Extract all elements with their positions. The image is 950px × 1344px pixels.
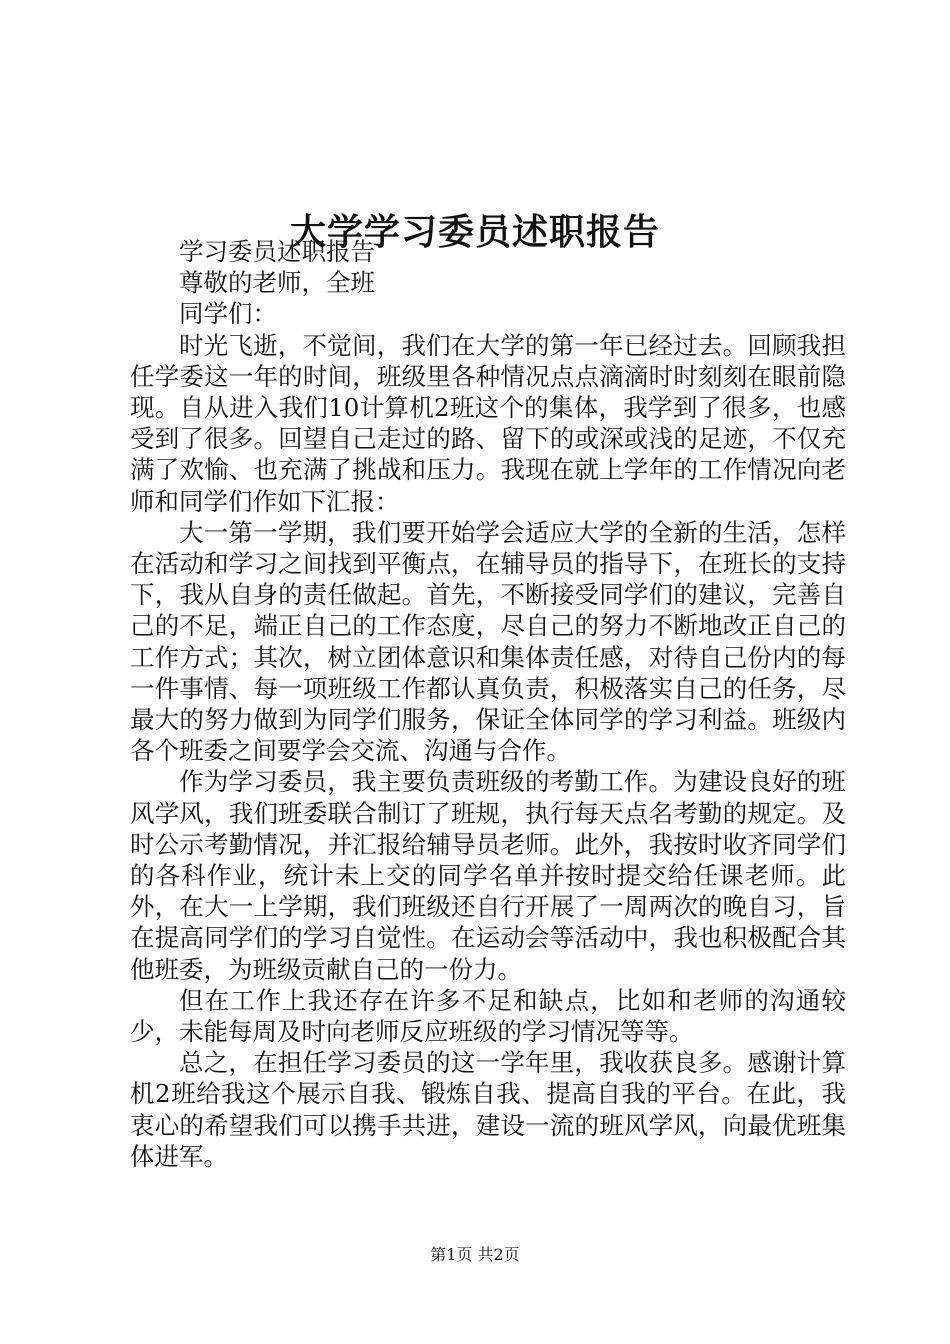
paragraph-salutation: 尊敬的老师，全班 — [179, 268, 375, 298]
document-body — [130, 236, 846, 1172]
paragraph-subtitle: 学习委员述职报告 — [179, 237, 375, 266]
paragraph-salutation-cont: 同学们： — [179, 299, 277, 329]
paragraph-conclusion: 总之，在担任学习委员的这一学年里，我收获良多。感谢计算机2班给我这个展示自我、锻炼自我、提高自我的平台。在此，我衷心的希望我们可以携手共进，建设一流的班风学风，向最优班集体进军。 — [130, 1048, 846, 1171]
paragraph-intro: 时光飞逝，不觉间，我们在大学的第一年已经过去。回顾我担任学委这一年的时间，班级里各种情况点点滴滴时时刻刻在眼前隐现。自从进入我们10计算机2班这个的集体，我学到了很多，也感受到了很多。回望自己走过的路、留下的或深或浅的足迹，不仅充满了欢愉、也充满了挑战和压力。我现在就上学年的工作情况向老师和同学们作如下汇报： — [130, 330, 846, 516]
paragraph-shortcomings: 但在工作上我还存在许多不足和缺点，比如和老师的沟通较少，未能每周及时向老师反应班级的学习情况等等。 — [130, 985, 846, 1047]
page-footer: 第1页 共2页 — [430, 1245, 520, 1264]
document-title: 大学学习委员述职报告 — [289, 211, 660, 254]
paragraph-first-semester: 大一第一学期，我们要开始学会适应大学的全新的生活，怎样在活动和学习之间找到平衡点，在辅导员的指导下，在班长的支持下，我从自身的责任做起。首先，不断接受同学们的建议，完善自己的不足，端正自己的工作态度，尽自己的努力不断地改正自己的工作方式；其次，树立团体意识和集体责任感，对待自己份内的每一件事情、每一项班级工作都认真负责，积极落实自己的任务，尽最大的努力做到为同学们服务，保证全体同学的学习利益。班级内各个班委之间要学会交流、沟通与合作。 — [130, 517, 846, 766]
paragraph-duties: 作为学习委员，我主要负责班级的考勤工作。为建设良好的班风学风，我们班委联合制订了班规，执行每天点名考勤的规定。及时公示考勤情况，并汇报给辅导员老师。此外，我按时收齐同学们的各科作业，统计未上交的同学名单并按时提交给任课老师。此外，在大一上学期，我们班级还自行开展了一周两次的晚自习，旨在提高同学们的学习自觉性。在运动会等活动中，我也积极配合其他班委，为班级贡献自己的一份力。 — [130, 767, 846, 984]
